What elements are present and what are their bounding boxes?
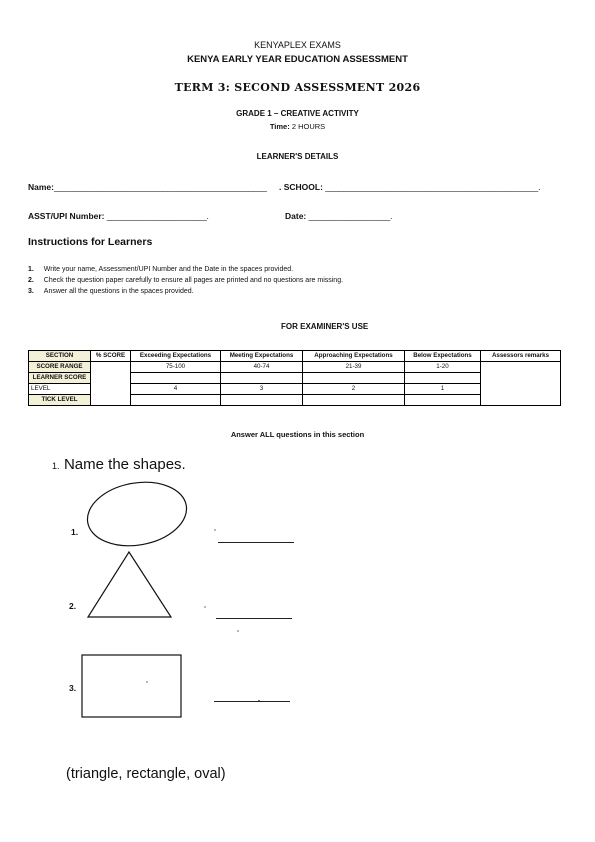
instruction-number: 2. [28,277,34,284]
learner-details-heading: LEARNER'S DETAILS [256,152,339,161]
instruction-text: Check the question paper carefully to ensure all pages are printed and no questions are missing. [43,277,344,284]
table-cell: 3 [221,384,303,395]
date-label: Date: [285,211,307,221]
upi-label: ASST/UPI Number: [28,211,105,221]
answer-choices: (triangle, rectangle, oval) [66,766,226,782]
name-line[interactable]: _______________________________________________ [53,182,267,192]
table-header-cell: Approaching Expectations [303,351,405,362]
scan-speck [146,681,148,683]
answer-line-2[interactable] [216,618,292,619]
table-cell: 40-74 [221,362,303,373]
rectangle-shape [82,655,181,717]
name-label: Name: [28,182,54,192]
answer-line-3[interactable] [214,701,290,702]
instruction-text: Answer all the questions in the spaces provided. [43,288,194,295]
table-header-cell: % SCORE [91,351,131,362]
scan-speck [204,606,206,608]
upi-line[interactable]: ______________________. [106,211,209,221]
instruction-number: 1. [28,266,34,273]
triangle-shape [88,552,171,617]
scan-speck [237,630,239,632]
shape-label-2: 2. [69,601,77,611]
instruction-number: 3. [28,288,34,295]
exam-org: KENYAPLEX EXAMS [254,40,341,50]
row-label: LEVEL [29,384,91,395]
question-number: 1. [52,461,60,471]
question-text: Name the shapes. [63,456,186,473]
answer-line-1[interactable] [218,542,294,543]
table-cell: 1 [405,384,481,395]
school-line[interactable]: _______________________________________________. [325,182,541,192]
table-cell: 75-100 [131,362,221,373]
date-line[interactable]: __________________. [308,211,393,221]
oval-shape [82,475,191,553]
table-cell: 4 [131,384,221,395]
section-instruction: Answer ALL questions in this section [230,430,365,439]
table-cell: 1-20 [405,362,481,373]
table-header-cell: SECTION [29,351,91,362]
row-label: SCORE RANGE [29,362,91,373]
row-label: LEARNER SCORE [29,373,91,384]
term-title: TERM 3: SECOND ASSESSMENT 2026 [174,81,421,94]
grade-subject: GRADE 1 – CREATIVE ACTIVITY [236,109,359,118]
school-label: . SCHOOL: [279,182,323,192]
table-header-cell: Assessors remarks [481,351,561,362]
table-header-cell: Below Expectations [405,351,481,362]
shape-label-1: 1. [71,527,79,537]
table-cell: 2 [303,384,405,395]
instructions-title: Instructions for Learners [28,236,153,248]
table-header-cell: Meeting Expectations [221,351,303,362]
shape-label-3: 3. [69,683,77,693]
examiner-heading: FOR EXAMINER'S USE [281,322,369,331]
scan-speck [214,529,216,531]
instruction-text: Write your name, Assessment/UPI Number and the Date in the spaces provided. [43,266,294,273]
table-header-cell: Exceeding Expectations [131,351,221,362]
time-value: 2 HOURS [291,122,326,131]
assessment-title: KENYA EARLY YEAR EDUCATION ASSESSMENT [187,54,408,65]
time-label: Time: [269,122,290,131]
table-cell: 21-39 [303,362,405,373]
row-label: TICK LEVEL [29,395,91,406]
